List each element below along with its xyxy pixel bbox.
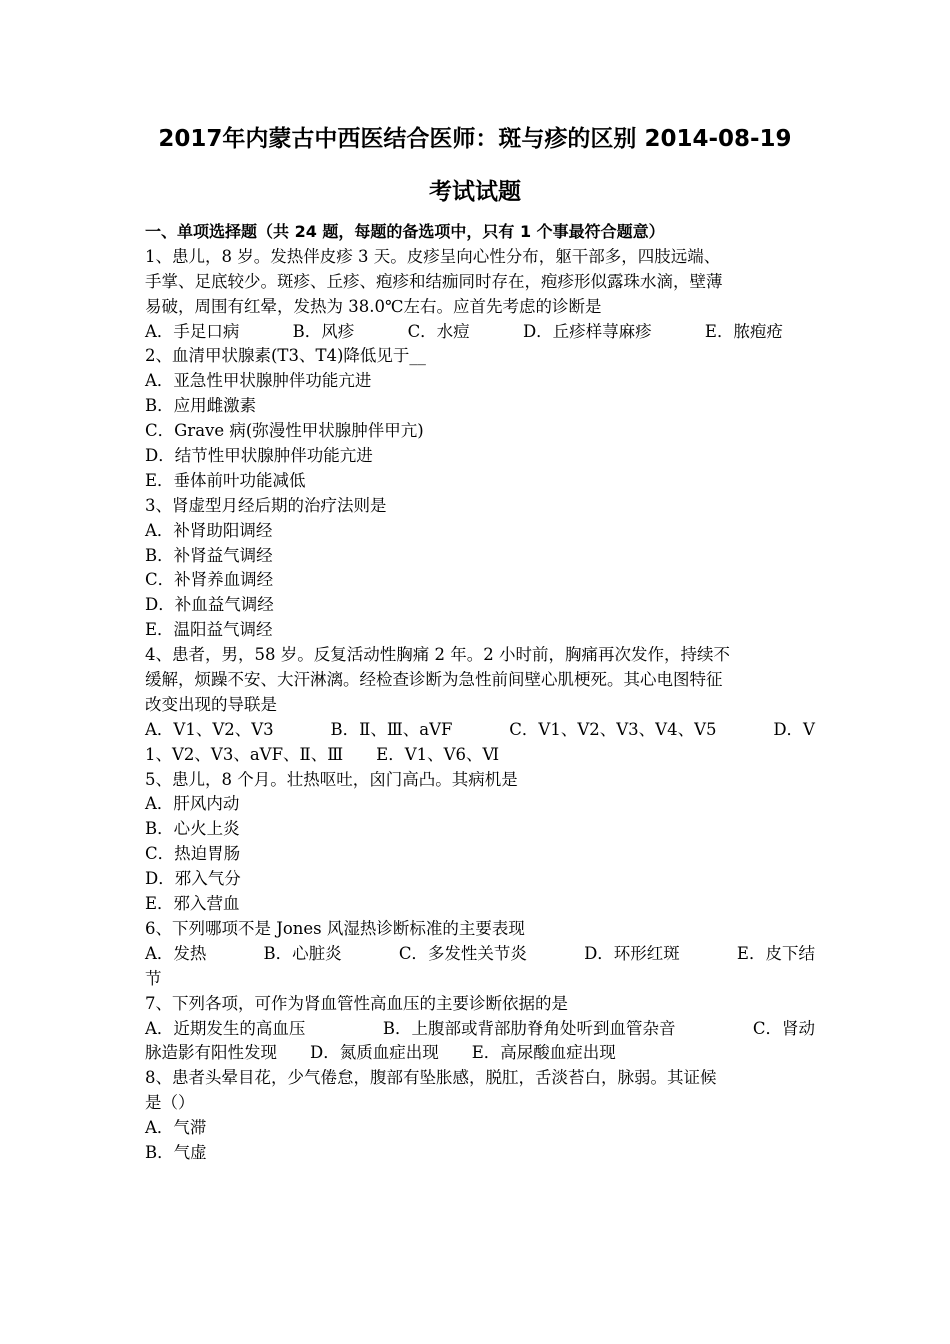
section-heading: 一、单项选择题（共 24 题，每题的备选项中，只有 1 个事最符合题意）	[145, 222, 665, 241]
option-a: A．手足口病	[145, 321, 240, 341]
question-4-stem: 4、患者，男，58 岁。反复活动性胸痛 2 年。2 小时前，胸痛再次发作，持续不	[145, 645, 730, 665]
option-c: C．补肾养血调经	[145, 570, 274, 590]
option-d: D．丘疹样荨麻疹	[522, 321, 652, 341]
question-3-stem: 3、肾虚型月经后期的治疗法则是	[145, 495, 387, 515]
option-d: D．结节性甲状腺肿伴功能亢进	[145, 446, 373, 466]
question-8-stem: 8、患者头晕目花，少气倦怠，腹部有坠胀感，脱肛，舌淡苔白，脉弱。其证候	[145, 1068, 717, 1088]
question-4-options	[145, 718, 815, 743]
question-8-stem: 是（）	[145, 1093, 195, 1113]
option-a: A．补肾助阳调经	[145, 520, 273, 540]
document-subtitle: 考试试题	[429, 179, 521, 205]
option-b: B．风疹	[292, 321, 355, 341]
option-b: B．补肾益气调经	[145, 545, 273, 565]
option-c: C．V1、V2、V3、V4、V5	[509, 719, 717, 739]
option-a: A．气滞	[145, 1118, 207, 1138]
document-title: 2017年内蒙古中西医结合医师：斑与疹的区别 2014-08-19	[158, 126, 792, 152]
option-a: A．V1、V2、V3	[145, 719, 274, 739]
option-d: D．V	[773, 719, 815, 739]
option-a: A．亚急性甲状腺肿伴功能亢进	[145, 371, 372, 391]
option-e: E．温阳益气调经	[145, 620, 273, 640]
question-7-options	[145, 1017, 815, 1042]
question-6-options-continued: 节	[145, 968, 162, 988]
option-c: C．水痘	[407, 321, 470, 341]
option-a: A．近期发生的高血压	[145, 1018, 306, 1038]
question-1-stem: 易破，周围有红晕，发热为 38.0℃左右。应首先考虑的诊断是	[145, 296, 602, 316]
option-b: B．上腹部或背部肋脊角处听到血管杂音	[382, 1018, 676, 1038]
option-b: B．心火上炎	[145, 819, 240, 839]
document-body	[145, 220, 815, 1166]
question-4-stem: 改变出现的导联是	[145, 694, 277, 714]
question-4-options-continued: 1、V2、V3、aVF、Ⅱ、Ⅲ E．V1、V6、Ⅵ	[145, 744, 500, 764]
question-4-stem: 缓解，烦躁不安、大汗淋漓。经检查诊断为急性前间壁心肌梗死。其心电图特征	[145, 670, 723, 690]
option-d: D．补血益气调经	[145, 595, 274, 615]
option-b: B．气虚	[145, 1142, 207, 1162]
option-e: E．脓疱疮	[704, 321, 783, 341]
option-d: D．环形红斑	[584, 943, 680, 963]
option-c: C．多发性关节炎	[398, 943, 527, 963]
question-1-options	[145, 320, 815, 345]
option-b: B．心脏炎	[263, 943, 342, 963]
option-c: C．肾动	[752, 1018, 815, 1038]
question-7-stem: 7、下列各项，可作为肾血管性高血压的主要诊断依据的是	[145, 993, 568, 1013]
option-c: C．热迫胃肠	[145, 844, 241, 864]
option-a: A．肝风内动	[145, 794, 240, 814]
option-c: C．Grave 病(弥漫性甲状腺肿伴甲亢)	[145, 421, 424, 441]
option-b: B．应用雌激素	[145, 396, 257, 416]
question-6-options	[145, 942, 815, 967]
question-2-stem: 2、血清甲状腺素(T3、T4)降低见于__	[145, 346, 426, 366]
question-6-stem: 6、下列哪项不是 Jones 风湿热诊断标准的主要表现	[145, 918, 525, 938]
option-d: D．邪入气分	[145, 869, 241, 889]
option-e: E．垂体前叶功能减低	[145, 470, 306, 490]
question-5-stem: 5、患儿，8 个月。壮热呕吐，囟门高凸。其病机是	[145, 769, 518, 789]
option-b: B．Ⅱ、Ⅲ、aVF	[330, 719, 453, 739]
option-a: A．发热	[145, 943, 207, 963]
question-7-options-continued: 脉造影有阳性发现 D．氮质血症出现 E．高尿酸血症出现	[145, 1043, 616, 1063]
question-1-stem: 1、患儿，8 岁。发热伴皮疹 3 天。皮疹呈向心性分布，躯干部多，四肢远端、	[145, 246, 721, 266]
option-e: E．邪入营血	[145, 894, 240, 914]
question-1-stem: 手掌、足底较少。斑疹、丘疹、疱疹和结痂同时存在，疱疹形似露珠水滴，壁薄	[145, 271, 723, 291]
option-e: E．皮下结	[736, 943, 815, 963]
